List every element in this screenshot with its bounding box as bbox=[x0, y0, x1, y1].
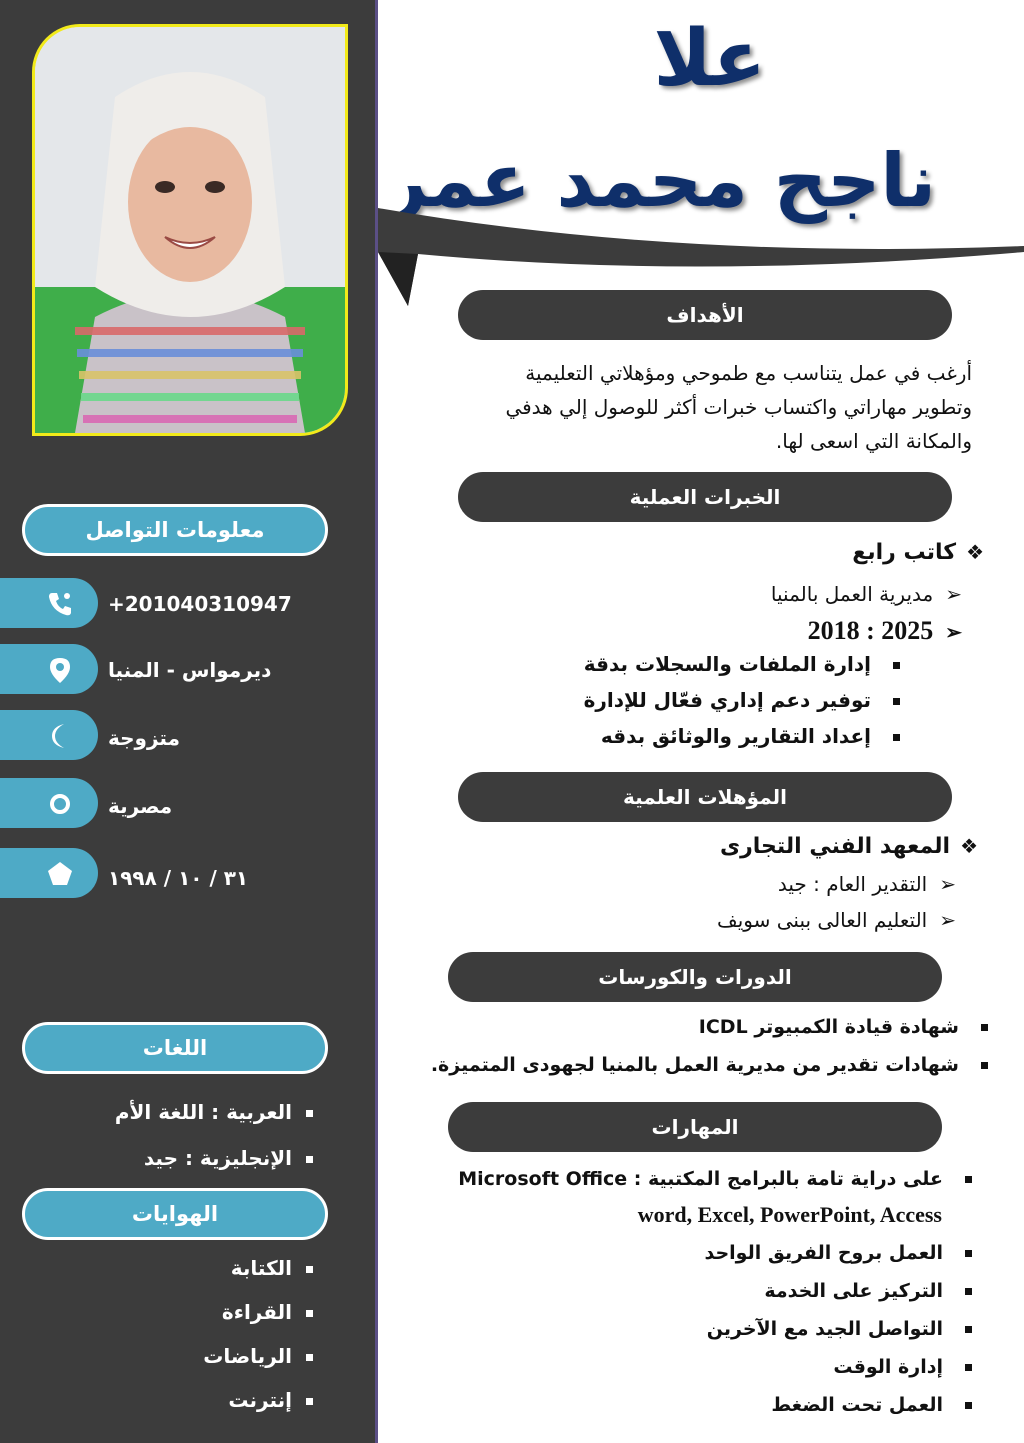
skill-item: التواصل الجيد مع الآخرين bbox=[458, 1318, 972, 1356]
skill-item-office: على دراية تامة بالبرامج المكتبية : Microsoft Office bbox=[458, 1168, 972, 1202]
diamond-bullet-icon: ❖ bbox=[960, 834, 978, 858]
objectives-heading: الأهداف bbox=[458, 290, 952, 340]
language-item: العربية : اللغة الأم bbox=[115, 1100, 313, 1124]
objective-line: والمكانة التي اسعى لها. bbox=[775, 429, 972, 453]
grade-row: ➢التقدير العام : جيد bbox=[777, 872, 956, 896]
arrow-bullet-icon: ➢ bbox=[939, 872, 956, 896]
skills-heading: المهارات bbox=[448, 1102, 942, 1152]
education-heading: المؤهلات العلمية bbox=[458, 772, 952, 822]
birthdate-text: ٣١ / ١٠ / ١٩٩٨ bbox=[108, 866, 249, 890]
experience-heading: الخبرات العملية bbox=[458, 472, 952, 522]
profile-photo bbox=[32, 24, 348, 436]
period-row: ➢2018 : 2025 bbox=[807, 616, 962, 645]
arrow-bullet-icon: ➢ bbox=[945, 622, 962, 644]
sidebar bbox=[0, 0, 378, 1443]
marital-status: متزوجة bbox=[108, 726, 180, 750]
task-item: إدارة الملفات والسجلات بدقة bbox=[584, 652, 900, 688]
objective-line: أرغب في عمل يتناسب مع طموحي ومؤهلاتي التعليمية bbox=[525, 361, 972, 385]
first-name: علا bbox=[653, 14, 766, 104]
arrow-bullet-icon: ➢ bbox=[939, 908, 956, 932]
task-item: توفير دعم إداري فعّال للإدارة bbox=[584, 688, 900, 724]
phone-number: +201040310947 bbox=[108, 592, 292, 616]
birthdate-tab bbox=[0, 848, 98, 898]
objective-line: وتطوير مهاراتي واكتساب خبرات أكثر للوصول إلي هدفي bbox=[505, 395, 972, 419]
portrait-illustration bbox=[35, 27, 345, 433]
employer-row: ➢مديرية العمل بالمنيا bbox=[770, 582, 962, 606]
arrow-bullet-icon: ➢ bbox=[945, 582, 962, 606]
language-item: الإنجليزية : جيد bbox=[144, 1146, 313, 1170]
course-item: شهادات تقدير من مديرية العمل بالمنيا لجهودى المتميزة. bbox=[431, 1054, 988, 1092]
nationality-text: مصرية bbox=[108, 794, 173, 818]
hobby-item: إنترنت bbox=[228, 1388, 313, 1412]
institution-row: ➢التعليم العالى ببنى سويف bbox=[717, 908, 956, 932]
hobby-item: الرياضات bbox=[203, 1344, 313, 1368]
courses-heading: الدورات والكورسات bbox=[448, 952, 942, 1002]
nationality-tab bbox=[0, 778, 98, 828]
courses-list bbox=[431, 1016, 988, 1092]
diamond-bullet-icon: ❖ bbox=[966, 540, 984, 564]
task-item: إعداد التقارير والوثائق بدقه bbox=[584, 724, 900, 760]
hobby-item: الكتابة bbox=[231, 1256, 313, 1280]
skill-item: العمل بروح الفريق الواحد bbox=[458, 1242, 972, 1280]
school-row: ❖المعهد الفني التجارى bbox=[719, 834, 978, 859]
skill-item: إدارة الوقت bbox=[458, 1356, 972, 1394]
full-name: ناجح محمد عمر bbox=[384, 138, 936, 224]
job-title-row: ❖كاتب رابع bbox=[852, 540, 984, 565]
address-text: ديرمواس - المنيا bbox=[108, 658, 272, 682]
phone-tab bbox=[0, 578, 98, 628]
course-item: شهادة قيادة الكمبيوتر ICDL bbox=[431, 1016, 988, 1054]
hobbies-heading: الهوايات bbox=[22, 1188, 328, 1240]
skills-list bbox=[458, 1168, 972, 1432]
contact-heading: معلومات التواصل bbox=[22, 504, 328, 556]
objectives-text bbox=[372, 356, 972, 458]
moon-icon bbox=[46, 722, 74, 750]
location-pin-icon bbox=[46, 656, 74, 684]
address-tab bbox=[0, 644, 98, 694]
circle-icon bbox=[46, 790, 74, 818]
marital-tab bbox=[0, 710, 98, 760]
languages-heading: اللغات bbox=[22, 1022, 328, 1074]
hobby-item: القراءة bbox=[222, 1300, 313, 1324]
pentagon-icon bbox=[46, 860, 74, 888]
skill-office-apps: word, Excel, PowerPoint, Access bbox=[637, 1202, 942, 1227]
skill-item: التركيز على الخدمة bbox=[458, 1280, 972, 1318]
skill-item: العمل تحت الضغط bbox=[458, 1394, 972, 1432]
phone-icon bbox=[46, 590, 74, 618]
tasks-list bbox=[584, 652, 900, 760]
